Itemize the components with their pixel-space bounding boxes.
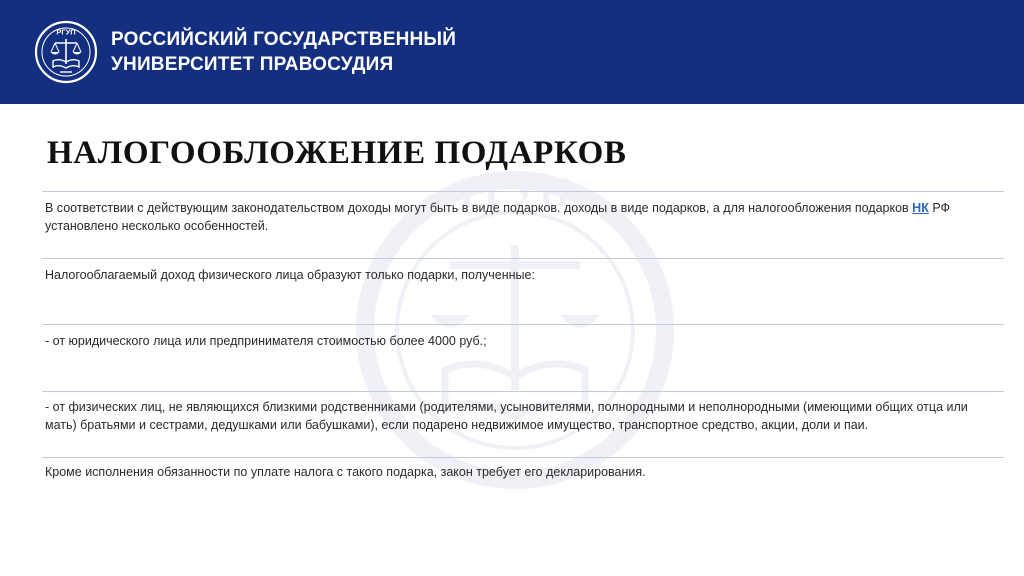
paragraph-taxable-income: Налогооблагаемый доход физического лица образуют только подарки, полученные: bbox=[45, 268, 535, 282]
page-title: НАЛОГООБЛОЖЕНИЕ ПОДАРКОВ bbox=[47, 135, 627, 171]
university-name-line2: УНИВЕРСИТЕТ ПРАВОСУДИЯ bbox=[111, 54, 394, 75]
header-bar bbox=[0, 0, 1024, 104]
paragraph-legal-entity: - от юридического лица или предпринимателя стоимостью более 4000 руб.; bbox=[45, 334, 487, 348]
paragraph-intro bbox=[45, 199, 995, 235]
paragraph-intro-text-end: РФ установлено несколько особенностей. bbox=[45, 201, 951, 233]
divider-line bbox=[42, 324, 1004, 325]
divider-line bbox=[42, 191, 1004, 192]
divider-line bbox=[42, 258, 1004, 259]
nk-link[interactable]: НК bbox=[912, 201, 929, 215]
paragraph-individuals: - от физических лиц, не являющихся близкими родственниками (родителями, усыновителями, полнородными и неполнородными (имеющими общих отца или мать) братьями и сестрами, дедушками или бабушками), если подарено недвижимое имущество, транспортное средство, акции, доли и паи. bbox=[45, 400, 968, 432]
logo-text: РГУП bbox=[56, 27, 76, 37]
university-name-line1: РОССИЙСКИЙ ГОСУДАРСТВЕННЫЙ bbox=[111, 29, 457, 50]
university-logo-icon bbox=[34, 20, 98, 84]
divider-line bbox=[42, 457, 1004, 458]
paragraph-declaration: Кроме исполнения обязанности по уплате налога с такого подарка, закон требует его декларирования. bbox=[45, 465, 646, 479]
university-name bbox=[111, 27, 456, 77]
divider-line bbox=[42, 391, 1004, 392]
paragraph-intro-text-start: В соответствии с действующим законодательством доходы могут быть в виде подарков. доходы в виде подарков, а для налогообложения подарков bbox=[45, 201, 913, 215]
watermark-text: РГУП bbox=[459, 169, 571, 214]
